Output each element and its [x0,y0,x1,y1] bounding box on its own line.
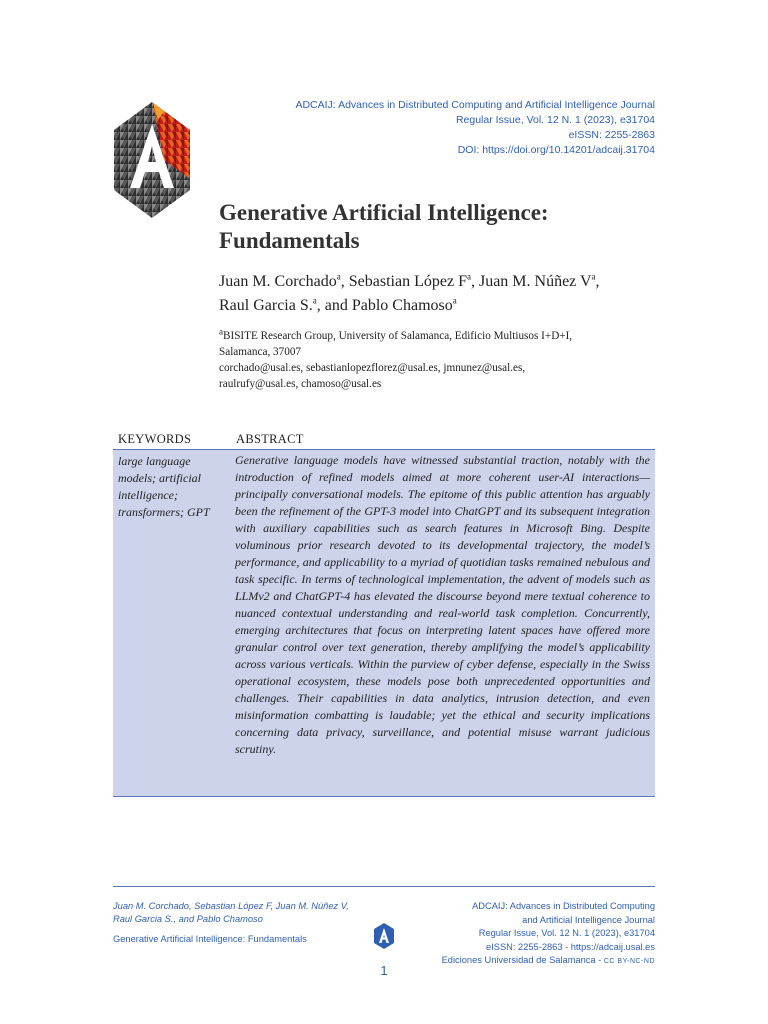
author-line-1 [219,270,679,294]
journal-doi[interactable]: DOI: https://doi.org/10.14201/adcaij.31704 [457,144,655,156]
affiliation-line-2: Salamanca, 37007 [219,346,302,358]
affiliation-line-1 [219,328,679,344]
keyword-line: transformers; GPT [118,505,210,519]
footer-issue: Regular Issue, Vol. 12 N. 1 (2023), e31704 [478,928,655,938]
footer-logo-icon [374,923,394,949]
footer-paper-title: Generative Artificial Intelligence: Fundamentals [113,934,307,944]
author-lopez: , Sebastian López F [340,273,467,290]
publisher-text: Ediciones Universidad de Salamanca - [441,955,604,965]
footer-divider [113,886,655,887]
author-chamoso: , and Pablo Chamoso [316,297,453,314]
author-garcia: Raul Garcia S. [219,297,313,314]
author-corchado: Juan M. Corchado [219,273,337,290]
footer-authors-2: Raul Garcia S., and Pablo Chamoso [113,914,263,924]
adcaij-logo [112,100,192,220]
author-comma: , [595,273,600,290]
journal-issue: Regular Issue, Vol. 12 N. 1 (2023), e31704 [455,114,655,126]
journal-header [295,98,655,158]
footer-right [442,900,655,969]
keyword-line: intelligence; [118,488,178,502]
journal-eissn: eISSN: 2255-2863 [568,129,655,141]
footer-authors-1: Juan M. Corchado, Sebastian López F, Juan M. Núñez V, [113,901,349,911]
footer-journal-1: ADCAIJ: Advances in Distributed Computing [472,901,655,911]
license-badge: CC BY-NC-ND [603,958,655,965]
page-number: 1 [380,963,388,978]
author-nunez: , Juan M. Núñez V [470,273,592,290]
email-line-2: raulrufy@usal.es, chamoso@usal.es [219,378,382,390]
keywords-list [118,453,226,521]
affiliation-sup: a [219,326,223,337]
author-sup: a [336,271,341,282]
footer-left [113,900,349,946]
abstract-text: Generative language models have witnessed substantial traction, notably with the introduction of refined models aimed at more coherent user-AI interactions—principally conversational models. The epitome of this public attention has arguably been the refinement of the GPT-3 model into ChatGPT and its subsequent integration with auxiliary capabilities such as search features in Microsoft Bing. Despite voluminous prior research devoted to its developmental trajectory, the model’s performance, and applicability to a myriad of quotidian tasks remained nebulous and task specific. In terms of technological implementation, the advent of models such as LLMv2 and ChatGPT-4 has elevated the discourse beyond mere textual coherence to nuanced contextual understanding and real-world task completion. Concurrently, emerging architectures that focus on interpreting latent spaces have offered more granular control over text generation, thereby amplifying the model’s applicability across various verticals. Within the purview of cyber defense, especially in the Swiss operational ecosystem, these models pose both unprecedented opportunities and challenges. Their capabilities in data analytics, intrusion detection, and even misinformation combatting is laudable; yet the ethical and security implications concerning data privacy, surveillance, and potential misuse warrant judicious scrutiny. [235,453,650,756]
author-sup: a [452,295,457,306]
keywords-heading: KEYWORDS [118,432,192,446]
author-sup: a [591,271,596,282]
email-line-1: corchado@usal.es, sebastianlopezflorez@usal.es, jmnunez@usal.es, [219,362,526,374]
footer-publisher [442,954,655,969]
keyword-line: models; artificial [118,471,201,485]
paper-title [219,199,689,255]
author-list [219,270,679,318]
author-sup: a [466,271,471,282]
affiliation-text: BISITE Research Group, University of Salamanca, Edificio Multiusos I+D+I, [223,330,573,342]
title-line-1: Generative Artificial Intelligence: [219,200,549,225]
abstract-heading: ABSTRACT [236,432,304,446]
footer-eissn[interactable]: eISSN: 2255-2863 - https://adcaij.usal.es [486,941,655,952]
keyword-line: large language [118,454,191,468]
journal-name: ADCAIJ: Advances in Distributed Computing and Artificial Intelligence Journal [295,99,655,111]
title-line-2: Fundamentals [219,228,360,253]
footer-journal-2: and Artificial Intelligence Journal [522,914,655,925]
author-line-2 [219,294,679,318]
affiliation [219,328,679,392]
author-sup: a [312,295,317,306]
